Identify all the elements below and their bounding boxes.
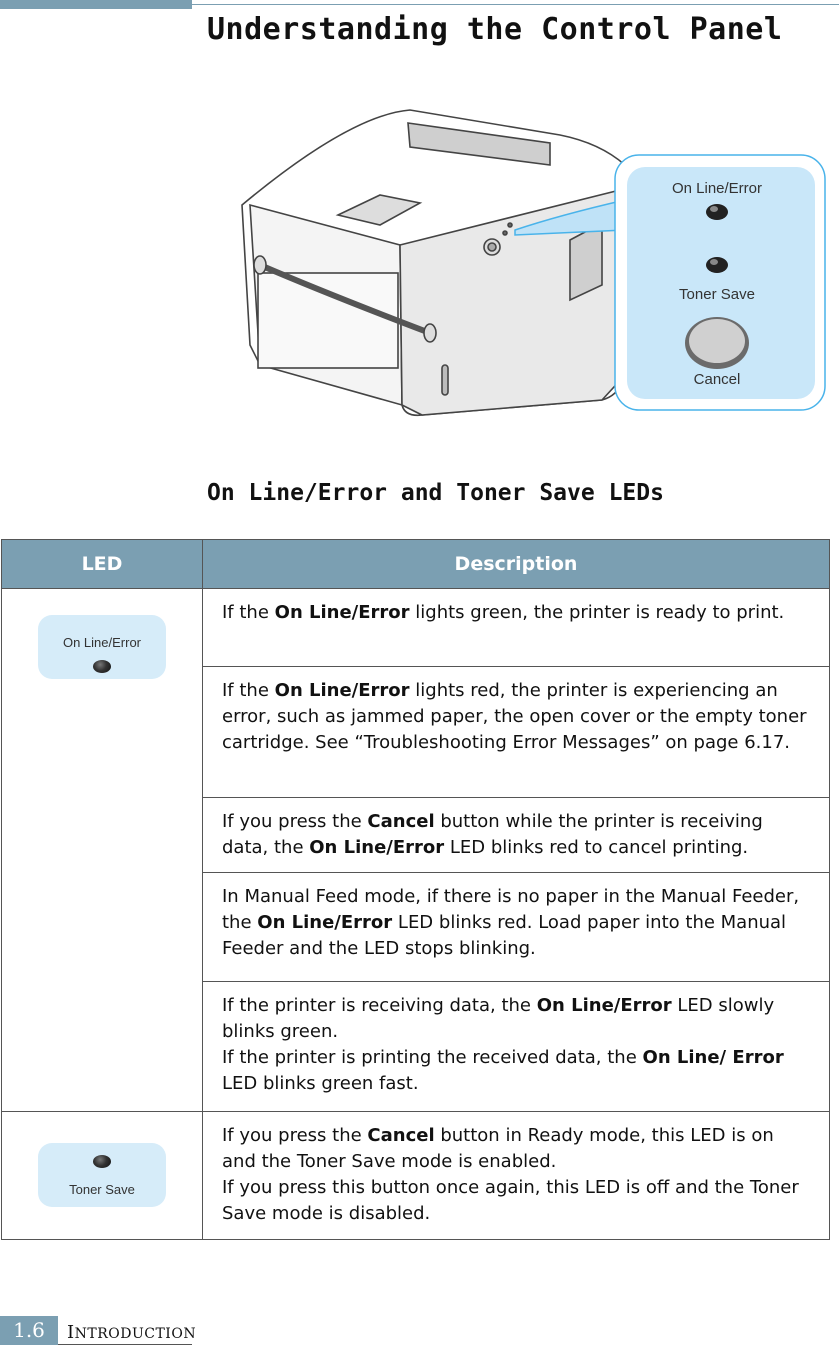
description-cell	[203, 873, 830, 982]
online-led-icon	[706, 204, 728, 220]
text-bold: On Line/Error	[309, 837, 445, 858]
online-led-label: On Line/Error	[62, 635, 142, 650]
text-line	[222, 1123, 813, 1175]
text: button while the printer is receiving data, the	[222, 811, 763, 858]
online-led-badge	[38, 615, 166, 679]
callout-toner-label: Toner Save	[679, 286, 755, 303]
text-bold: On Line/Error	[274, 680, 410, 701]
text: If you press the	[222, 1125, 368, 1146]
text: If the	[222, 602, 275, 623]
text: If you press the	[222, 811, 368, 832]
text: In Manual Feed mode, if there is no paper in the Manual Feeder, the	[222, 886, 800, 933]
callout-cancel-label: Cancel	[693, 371, 741, 388]
text-line	[222, 1045, 813, 1097]
description-cell	[203, 982, 830, 1112]
text: If the printer is receiving data, the	[222, 995, 537, 1016]
description-cell	[203, 798, 830, 873]
online-led-icon	[93, 660, 111, 673]
column-header-description: Description	[203, 540, 830, 589]
text: button in Ready mode, this LED is on and the Toner Save mode is enabled.	[222, 1125, 774, 1172]
text-bold: On Line/ Error	[642, 1047, 784, 1068]
text: lights green, the printer is ready to print.	[409, 602, 785, 623]
text-line	[222, 993, 813, 1045]
description-cell	[203, 589, 830, 667]
text-bold: Cancel	[367, 1125, 435, 1146]
led-cell-online	[2, 589, 203, 1112]
description-cell	[203, 667, 830, 798]
page-number: 1.6	[0, 1316, 58, 1345]
callout-online-label: On Line/Error	[671, 180, 763, 197]
toner-led-icon	[706, 257, 728, 273]
section-name-cap: I	[67, 1322, 75, 1343]
printer-illustration	[230, 95, 835, 425]
text-bold: On Line/Error	[257, 912, 393, 933]
text: lights red, the printer is experiencing an error, such as jammed paper, the open cover or the empty toner cartridge. See “Troubleshooting Error Messages” on page 6.17.	[222, 680, 807, 753]
text-bold: Cancel	[367, 811, 435, 832]
table-row	[2, 589, 830, 667]
column-header-led: LED	[2, 540, 203, 589]
table-row	[2, 1112, 830, 1240]
text: LED blinks green fast.	[222, 1073, 419, 1094]
text: If the printer is printing the received data, the	[222, 1047, 643, 1068]
led-description-table	[1, 539, 830, 1240]
text: LED blinks red. Load paper into the Manual Feeder and the LED stops blinking.	[222, 912, 787, 959]
page-title: Understanding the Control Panel	[207, 12, 783, 47]
text: If the	[222, 680, 275, 701]
text-bold: On Line/Error	[536, 995, 672, 1016]
text-bold: On Line/Error	[274, 602, 410, 623]
text: LED blinks red to cancel printing.	[444, 837, 749, 858]
header-rule	[192, 4, 839, 5]
header-band	[0, 0, 192, 9]
section-title: On Line/Error and Toner Save LEDs	[207, 480, 664, 506]
text-line: If you press this button once again, this LED is off and the Toner Save mode is disabled.	[222, 1177, 799, 1224]
section-name-rest: NTRODUCTION	[74, 1326, 197, 1342]
led-cell-toner	[2, 1112, 203, 1240]
toner-led-label: Toner Save	[69, 1182, 135, 1197]
toner-led-badge	[38, 1143, 166, 1207]
printer-drawing	[242, 110, 625, 415]
toner-led-icon	[93, 1155, 111, 1168]
section-name	[67, 1322, 196, 1343]
description-cell	[203, 1112, 830, 1240]
text: LED slowly blinks green.	[222, 995, 775, 1042]
